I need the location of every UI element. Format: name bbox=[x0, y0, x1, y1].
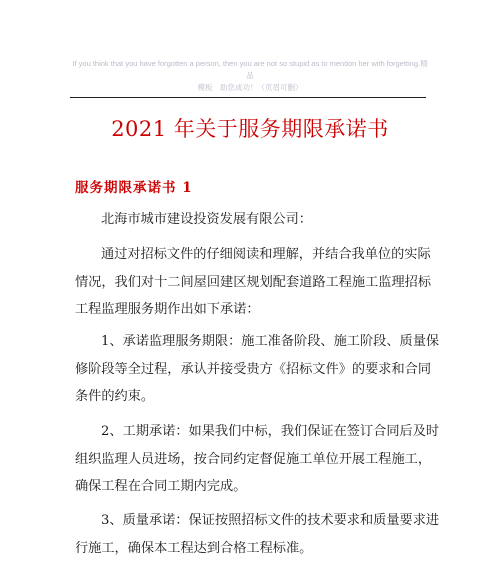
addressee: 北海市城市建设投资发展有限公司： bbox=[101, 212, 312, 227]
section-heading: 服务期限承诺书 1 bbox=[75, 180, 193, 196]
paragraph-line: 通过对招标文件的仔细阅读和理解，并结合我单位的实际 bbox=[101, 247, 431, 262]
paragraph bbox=[75, 507, 440, 562]
paragraph-line: 3、质量承诺：保证按照招标文件的技术要求和质量要求进 bbox=[101, 513, 440, 528]
paragraph-line: 1、承诺监理服务期限：施工准备阶段、施工阶段、质量保 bbox=[101, 334, 440, 349]
header-divider bbox=[70, 97, 426, 98]
header-quote-line: If you think that you have forgotten a person, then you are not so stupid as to mention her with forgetting.精品 bbox=[72, 59, 428, 80]
paragraph-line: 组织监理人员进场，按合同约定督促施工单位开展工程施工， bbox=[75, 451, 432, 467]
paragraph-line: 行施工，确保本工程达到合格工程标准。 bbox=[75, 540, 313, 556]
page-header bbox=[70, 58, 430, 94]
paragraph-line: 确保工程在合同工期内完成。 bbox=[75, 479, 247, 494]
paragraph-line: 2、工期承诺：如果我们中标，我们保证在签订合同后及时 bbox=[101, 424, 440, 439]
header-quote-line: 模板 助您成功！（页眉可删） bbox=[197, 83, 303, 92]
paragraph-line: 条件的约束。 bbox=[75, 389, 155, 404]
document-title: 2021 年关于服务期限承诺书 bbox=[111, 117, 389, 141]
paragraph-line: 情况，我们对十二间屋回建区规划配套道路工程施工监理招标 bbox=[75, 274, 432, 290]
paragraph bbox=[75, 328, 440, 411]
paragraph-line: 修阶段等全过程，承认并接受贵方《招标文件》的要求和合同 bbox=[75, 361, 432, 377]
paragraph bbox=[75, 241, 430, 324]
paragraph bbox=[75, 418, 440, 501]
paragraph-line: 工程监理服务期作出如下承诺： bbox=[75, 302, 260, 317]
